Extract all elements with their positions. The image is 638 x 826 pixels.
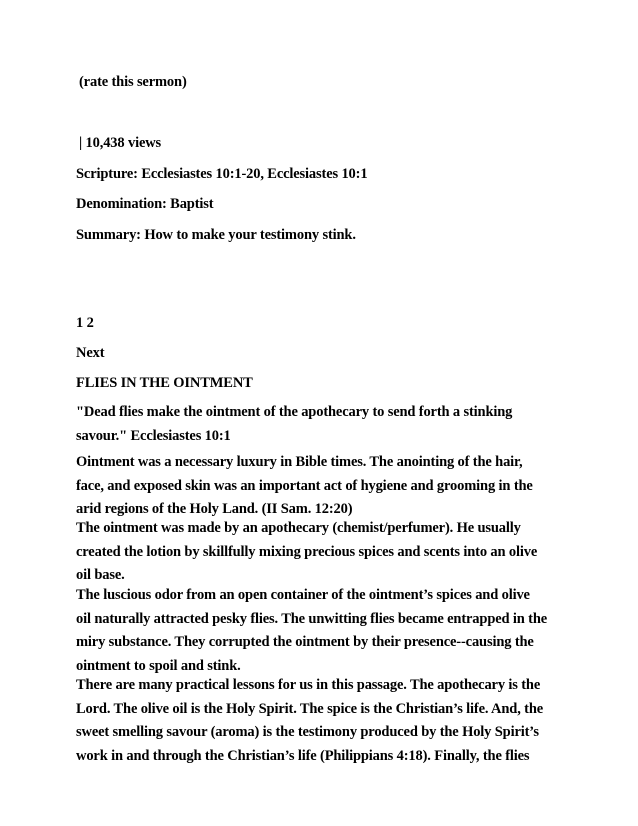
text-line: sweet smelling savour (aroma) is the testimony produced by the Holy Spirit’s <box>76 724 539 740</box>
text-line: Lord. The olive oil is the Holy Spirit. The spice is the Christian’s life. And, the <box>76 700 544 717</box>
text-line: face, and exposed skin was an important act of hygiene and grooming in the <box>76 477 533 494</box>
text-line: The ointment was made by an apothecary (chemist/perfumer). He usually <box>76 520 521 536</box>
text-line: The luscious odor from an open container of the ointment’s spices and olive <box>76 587 530 603</box>
scripture-quote <box>76 401 576 448</box>
summary-line: Summary: How to make your testimony stink. <box>76 227 356 243</box>
paragraph-4 <box>76 674 576 768</box>
text-line: ointment to spoil and stink. <box>76 657 241 674</box>
paragraph-2 <box>76 517 576 588</box>
text-line: Ointment was a necessary luxury in Bible times. The anointing of the hair, <box>76 454 523 470</box>
next-link[interactable]: Next <box>76 345 105 361</box>
paragraph-1 <box>76 451 576 522</box>
text-line: created the lotion by skillfully mixing precious spices and scents into an olive <box>76 543 538 560</box>
text-line: There are many practical lessons for us in this passage. The apothecary is the <box>76 677 541 693</box>
sermon-title: FLIES IN THE OINTMENT <box>76 375 253 391</box>
page-numbers[interactable]: 1 2 <box>76 315 94 331</box>
paragraph-3 <box>76 584 576 678</box>
text-line: oil naturally attracted pesky flies. The unwitting flies became entrapped in the <box>76 610 548 627</box>
text-line: work in and through the Christian’s life (Philippians 4:18). Finally, the flies <box>76 747 530 764</box>
rate-sermon-link[interactable]: (rate this sermon) <box>79 74 187 90</box>
text-line: oil base. <box>76 567 125 583</box>
quote-line: savour." Ecclesiastes 10:1 <box>76 427 231 444</box>
view-count: | 10,438 views <box>79 135 162 151</box>
quote-line: "Dead flies make the ointment of the apothecary to send forth a stinking <box>76 404 513 420</box>
text-line: miry substance. They corrupted the ointment by their presence--causing the <box>76 634 534 650</box>
text-line: arid regions of the Holy Land. (II Sam. 12:20) <box>76 501 353 517</box>
scripture-line: Scripture: Ecclesiastes 10:1-20, Ecclesiastes 10:1 <box>76 166 368 182</box>
denomination-line: Denomination: Baptist <box>76 196 214 212</box>
